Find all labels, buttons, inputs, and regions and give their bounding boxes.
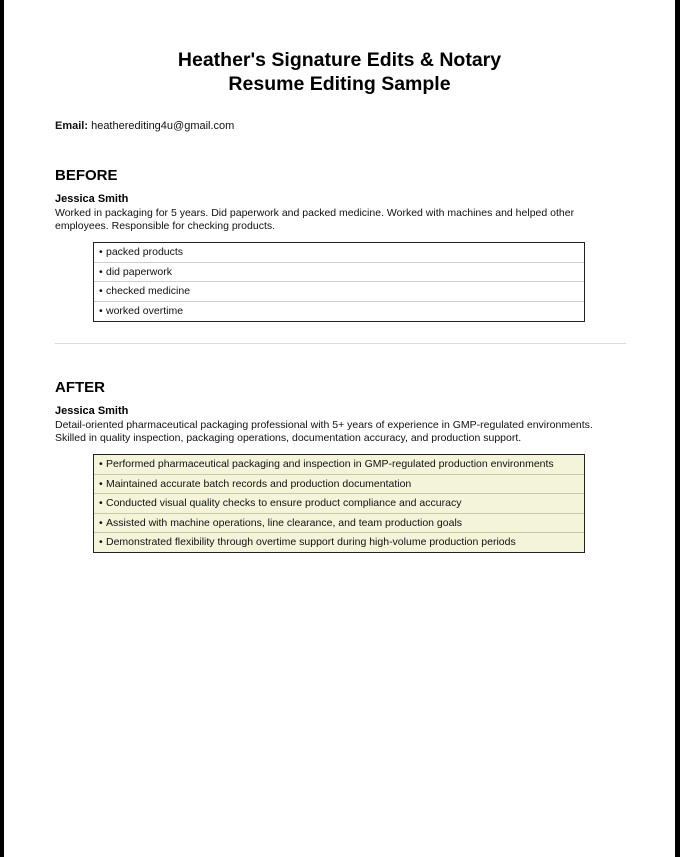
before-summary-line1: Worked in packaging for 5 years. Did paperwork and packed medicine. Worked with machines and helped other bbox=[55, 207, 575, 219]
contact-email bbox=[55, 120, 234, 132]
after-list-item-text: Demonstrated flexibility through overtime support during high-volume production periods bbox=[106, 536, 516, 549]
before-list-item bbox=[94, 263, 584, 283]
bullet-icon: • bbox=[99, 285, 103, 298]
after-list-item-text: Maintained accurate batch records and production documentation bbox=[106, 477, 412, 490]
after-heading: AFTER bbox=[55, 379, 105, 396]
after-summary bbox=[55, 419, 635, 445]
after-list-item bbox=[94, 455, 584, 475]
before-bullet-list bbox=[93, 242, 585, 322]
email-label: Email: bbox=[55, 120, 89, 132]
email-value: heatherediting4u@gmail.com bbox=[91, 120, 235, 132]
bullet-icon: • bbox=[99, 458, 103, 470]
after-name: Jessica Smith bbox=[55, 405, 129, 417]
after-list-item-text: Performed pharmaceutical packaging and inspection in GMP-regulated production environments bbox=[106, 458, 554, 470]
bullet-icon: • bbox=[99, 246, 103, 258]
after-list-item bbox=[94, 494, 584, 514]
before-heading: BEFORE bbox=[55, 167, 118, 184]
before-list-item-text: did paperwork bbox=[106, 265, 172, 278]
before-name: Jessica Smith bbox=[55, 193, 129, 205]
after-list-item-text: Conducted visual quality checks to ensure product compliance and accuracy bbox=[106, 497, 462, 510]
section-divider bbox=[55, 343, 626, 344]
before-list-item bbox=[94, 282, 584, 302]
bullet-icon: • bbox=[99, 304, 103, 317]
bullet-icon: • bbox=[99, 477, 103, 490]
before-list-item-text: packed products bbox=[106, 246, 184, 258]
before-list-item-text: worked overtime bbox=[106, 304, 184, 317]
before-list-item bbox=[94, 302, 584, 322]
after-list-item bbox=[94, 533, 584, 553]
before-list-item-text: checked medicine bbox=[106, 285, 191, 298]
after-summary-line2: Skilled in quality inspection, packaging operations, documentation accuracy, and production support. bbox=[55, 432, 522, 444]
document-title-line1: Heather's Signature Edits & Notary bbox=[177, 49, 502, 71]
after-list-item-text: Assisted with machine operations, line clearance, and team production goals bbox=[106, 516, 463, 529]
document-title-line2: Resume Editing Sample bbox=[228, 73, 451, 95]
before-summary bbox=[55, 207, 635, 233]
bullet-icon: • bbox=[99, 265, 103, 278]
bullet-icon: • bbox=[99, 497, 103, 510]
bullet-icon: • bbox=[99, 516, 103, 529]
before-summary-line2: employees. Responsible for checking products. bbox=[55, 220, 276, 232]
before-list-item bbox=[94, 243, 584, 263]
document-page bbox=[4, 0, 675, 857]
after-list-item bbox=[94, 475, 584, 495]
after-summary-line1: Detail-oriented pharmaceutical packaging professional with 5+ years of experience in GMP-regulated environments. bbox=[55, 419, 593, 431]
bullet-icon: • bbox=[99, 536, 103, 549]
after-bullet-list bbox=[93, 454, 585, 553]
after-list-item bbox=[94, 514, 584, 534]
